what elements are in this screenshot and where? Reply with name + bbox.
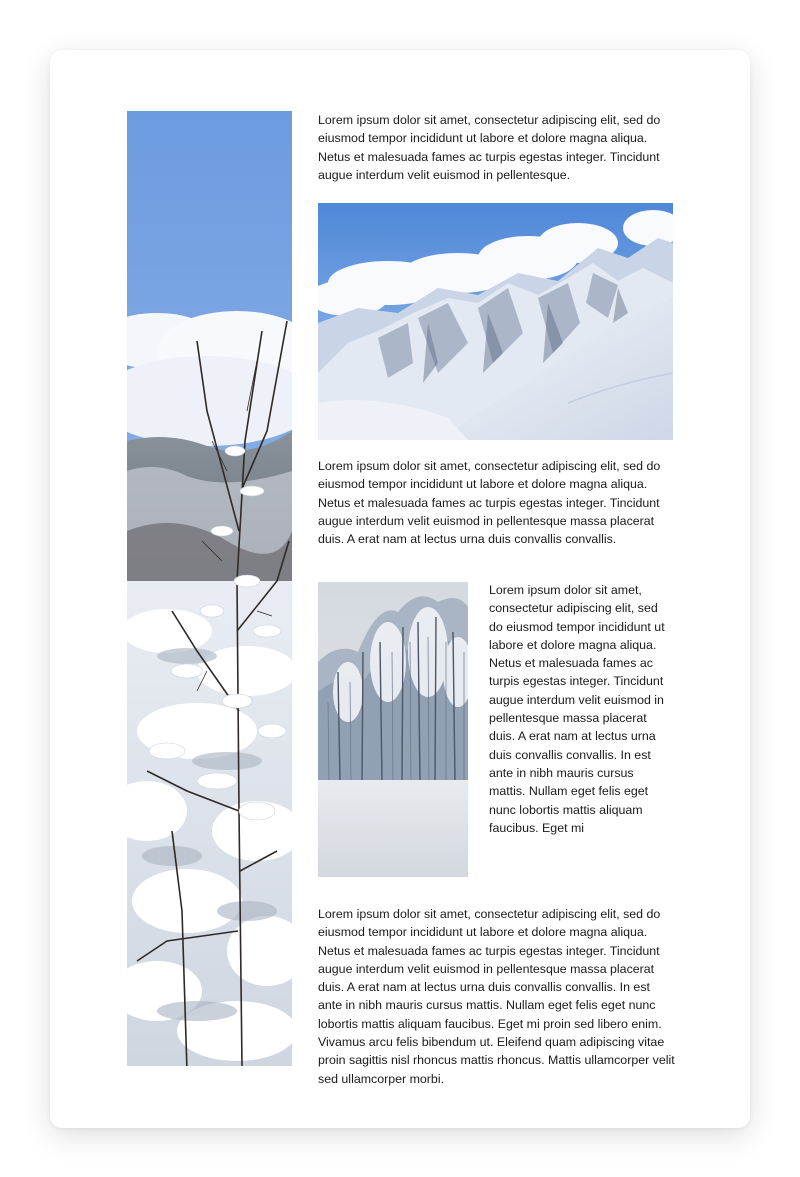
snowy-mountain-photo <box>318 203 673 440</box>
intro-paragraph: Lorem ipsum dolor sit amet, consectetur adipiscing elit, sed do eiusmod tempor incididunt ut labore et dolore magna aliqua. Netus et malesuada fames ac turpis egestas integer. Tincidunt augue interdum velit euismod in pellentesque. <box>318 113 661 182</box>
second-paragraph: Lorem ipsum dolor sit amet, consectetur adipiscing elit, sed do eiusmod tempor incididunt ut labore et dolore magna aliqua. Netus et malesuada fames ac turpis egestas integer. Tincidunt augue interdum velit euismod in pellentesque massa placerat duis. A erat nam at lectus urna duis convallis convallis. <box>318 459 661 547</box>
closing-paragraph: Lorem ipsum dolor sit amet, consectetur adipiscing elit, sed do eiusmod tempor incididunt ut labore et dolore magna aliqua. Netus et malesuada fames ac turpis egestas integer. Tincidunt augue interdum velit euismod in pellentesque massa placerat duis. A erat nam at lectus urna duis convallis convallis. In est ante in nibh mauris cursus mattis. Nullam eget felis eget nunc lobortis mattis aliquam faucibus. Eget mi proin sed libero enim. Vivamus arcu felis bibendum ut. Eleifend quam adipiscing vitae proin sagittis nisl rhoncus mattis rhoncus. Mattis ullamcorper velit sed ullamcorper morbi. <box>318 907 675 1086</box>
snowy-branches-photo <box>127 111 292 1066</box>
snowy-forest-photo <box>318 582 468 877</box>
side-paragraph: Lorem ipsum dolor sit amet, consectetur adipiscing elit, sed do eiusmod tempor incididunt ut labore et dolore magna aliqua. Netus et malesuada fames ac turpis egestas integer. Tincidunt augue interdum velit euismod in pellentesque massa placerat duis. A erat nam at lectus urna duis convallis convallis. In est ante in nibh mauris cursus mattis. Nullam eget felis eget nunc lobortis mattis aliquam faucibus. Eget mi <box>489 583 665 835</box>
